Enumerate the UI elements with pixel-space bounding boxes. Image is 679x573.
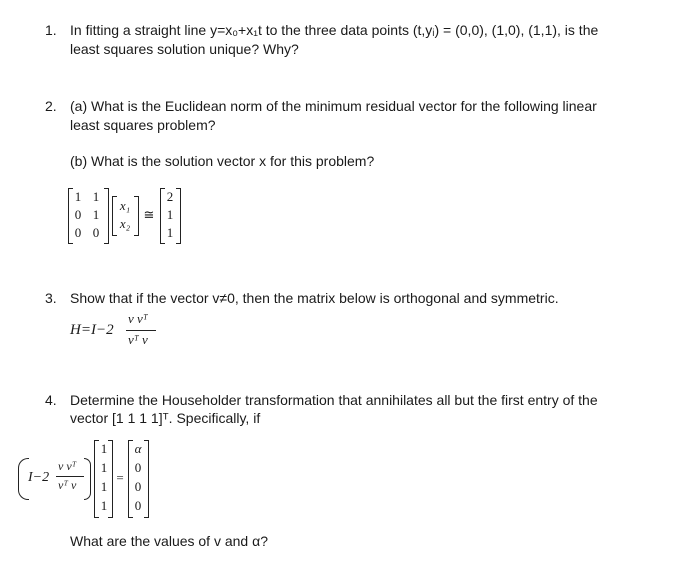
q2-approx-symbol: ≅ xyxy=(143,207,155,222)
q4-result-right-bracket xyxy=(144,440,149,518)
q2-rhs-cell: 2 xyxy=(166,189,174,204)
q3-number: 3. xyxy=(45,290,57,306)
q4-result-cell: 0 xyxy=(134,460,142,475)
q3-formula-numerator: v vᵀ xyxy=(128,311,148,326)
q2-matrix-equation xyxy=(68,188,188,246)
q4-result-alpha: α xyxy=(134,441,142,456)
q3-text: Show that if the vector v≠0, then the matrix below is orthogonal and symmetric. xyxy=(70,290,559,306)
q3-formula-lhs: H=I−2 xyxy=(70,322,114,338)
q2-matrix-cell: 0 xyxy=(74,207,82,222)
q2a-text-line2: least squares problem? xyxy=(70,117,216,133)
q4-final-question: What are the values of v and α? xyxy=(70,533,268,549)
q2-matrix-cell: 1 xyxy=(74,189,82,204)
q2-unknown-right-bracket xyxy=(134,196,139,236)
q4-right-paren xyxy=(84,458,91,500)
q2b-text: (b) What is the solution vector x for this problem? xyxy=(70,153,375,169)
q4-householder-equation xyxy=(18,440,158,520)
q1-number: 1. xyxy=(45,22,57,38)
q3-formula xyxy=(70,310,180,354)
q2a-text-line1: (a) What is the Euclidean norm of the minimum residual vector for the following linear xyxy=(70,98,597,114)
q2-rhs-cell: 1 xyxy=(166,207,174,222)
q4-text-line1: Determine the Householder transformation that annihilates all but the first entry of the xyxy=(70,392,598,408)
q4-result-cell: 0 xyxy=(134,479,142,494)
q4-formula-denominator: vᵀ v xyxy=(58,478,77,492)
q4-formula-lhs: I−2 xyxy=(28,470,50,485)
q4-number: 4. xyxy=(45,392,57,408)
q4-result-cell: 0 xyxy=(134,498,142,513)
q4-fraction-bar xyxy=(56,476,84,477)
q1-text-line2: least squares solution unique? Why? xyxy=(70,41,299,57)
q2-matrix-cell: 0 xyxy=(74,225,82,240)
q4-vector-cell: 1 xyxy=(100,441,108,456)
q2-rhs-cell: 1 xyxy=(166,225,174,240)
q4-vector-cell: 1 xyxy=(100,479,108,494)
q3-formula-denominator: vᵀ v xyxy=(128,332,148,347)
q4-vector-right-bracket xyxy=(108,440,113,518)
q1-text-line1: In fitting a straight line y=x₀+x₁t to the three data points (t,yᵢ) = (0,0), (1,0), (1,1), is the xyxy=(70,22,599,38)
q2-matrix-cell: 1 xyxy=(92,207,100,222)
q2-matrix-cell: 0 xyxy=(92,225,100,240)
q2-number: 2. xyxy=(45,98,57,114)
q2-rhs-right-bracket xyxy=(176,188,181,244)
q4-equals-sign: = xyxy=(116,470,124,485)
q2-unknown-x2: x₂ xyxy=(119,216,131,231)
q2-unknown-x1: x₁ xyxy=(119,198,131,213)
q4-vector-cell: 1 xyxy=(100,498,108,513)
q4-vector-cell: 1 xyxy=(100,460,108,475)
q2-matrix-cell: 1 xyxy=(92,189,100,204)
q2-matrix-right-bracket xyxy=(104,188,109,244)
q3-fraction-bar xyxy=(126,330,156,331)
q4-text-line2: vector [1 1 1 1]ᵀ. Specifically, if xyxy=(70,410,261,426)
q4-formula-numerator: v vᵀ xyxy=(58,459,77,473)
